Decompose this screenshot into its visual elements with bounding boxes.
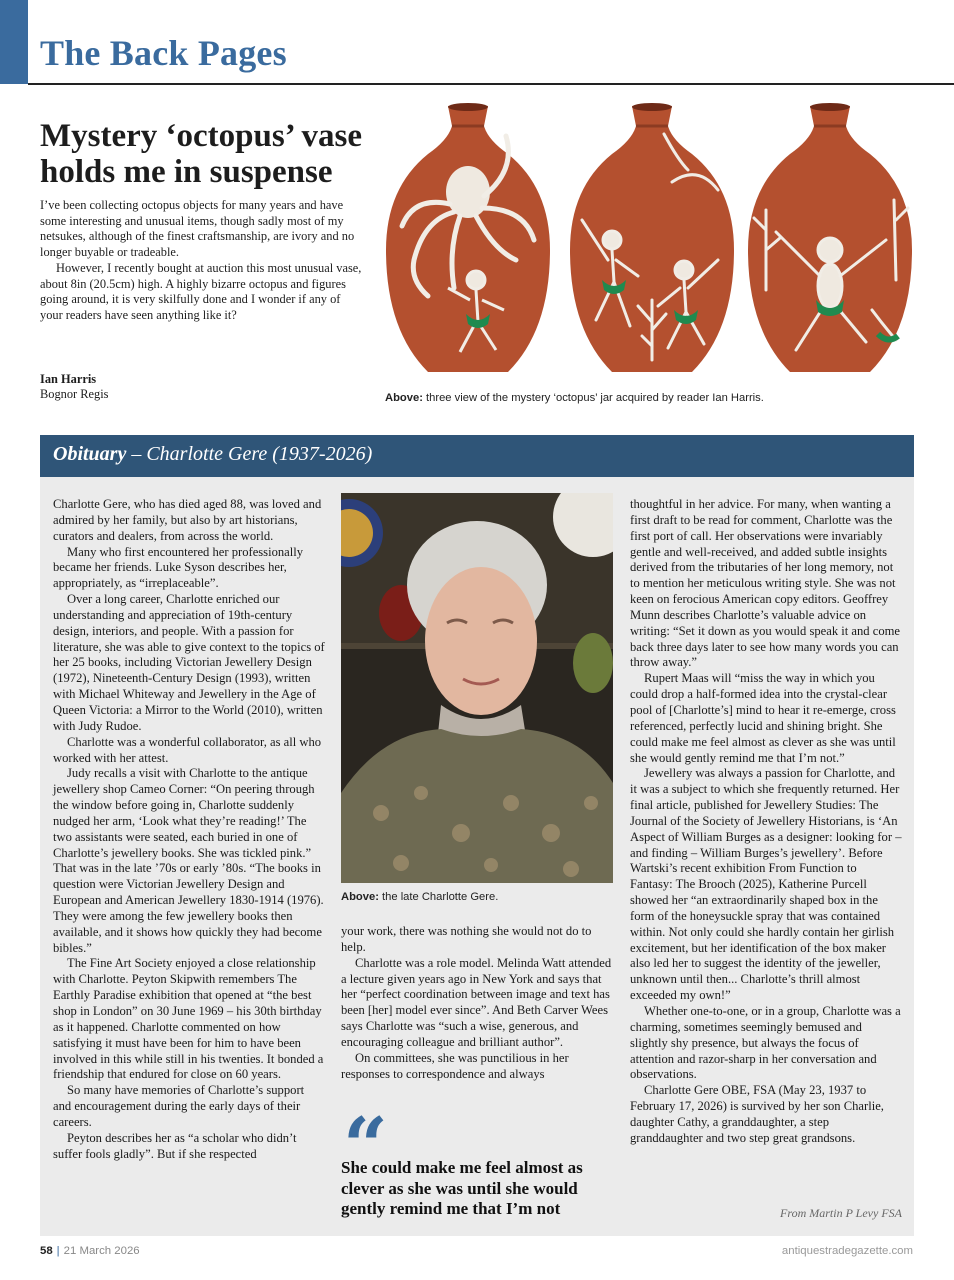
obituary-paragraph: Over a long career, Charlotte enriched our understanding and appreciation of 19th-century design, interiors, and people. With a passion for literature, she was able to give context to the topics of her 25 books, including Victorian Jewellery Design (1972), Nineteenth-Century Design (1993), written with Michael Whiteway and Jewellery in the Age of Queen Victoria: a Mirror to the World (2010), written with Judy Rudoe. xyxy=(53,592,325,733)
obituary-column-3 xyxy=(630,497,902,1147)
obituary-banner-label: Obituary xyxy=(53,443,127,465)
section-title: The Back Pages xyxy=(40,33,287,73)
obituary-paragraph: Charlotte Gere, who has died aged 88, was loved and admired by her family, but also by art historians, curators and dealers, from across the world. xyxy=(53,497,322,543)
letter-town: Bognor Regis xyxy=(40,387,109,401)
vase-photo-view-3 xyxy=(746,100,914,382)
obituary-paragraph: thoughtful in her advice. For many, when wanting a first draft to be read for comment, Charlotte was the first port of call. Her observations were invariably gentle and well-received, and added subtle insights derived from the tributaries of her long memory, not to mention her meticulous writing style. She was not keen on ferocious American copy editors. Geoffrey Munn describes Charlotte’s valuable advice on writing: “Set it down as you would speak it and come back three days later to see how many words you can throw away.” xyxy=(630,497,901,670)
quote-mark-icon: “ xyxy=(343,1101,388,1192)
portrait-photo xyxy=(341,493,613,883)
letter-headline-line2: holds me in suspense xyxy=(40,154,333,190)
letter-author: Ian Harris xyxy=(40,372,97,386)
obituary-paragraph: So many have memories of Charlotte’s support and encouragement during the early days of their careers. xyxy=(53,1083,305,1129)
vase-caption-label: Above: xyxy=(385,392,423,404)
obituary-paragraph: Whether one-to-one, or in a group, Charlotte was a charming, sometimes seemingly bemused and slightly shy presence, but always the focus of attention and razor-sharp in her conversation and observations. xyxy=(630,1004,901,1082)
header-divider xyxy=(28,83,954,85)
obituary-paragraph: Judy recalls a visit with Charlotte to the antique jewellery shop Cameo Corner: “On peering through the window before going in, Charlotte suddenly nudged her arm, ‘Look what they’re reading!’ The two assistants were seated, each buried in one of Charlotte’s jewellery books. She was tickled pink.” That was in the late ’70s or early ’80s. “The books in question were Victorian Jewellery Design and European and American Jewellery 1830-1914 (1976). They were among the few jewellery books then available, and it shows how quickly they had become bibles.” xyxy=(53,766,324,955)
vase-photo-view-1 xyxy=(384,100,552,382)
obituary-column-2 xyxy=(341,924,613,1082)
letter-headline-line1: Mystery ‘octopus’ vase xyxy=(40,118,362,154)
obituary-paragraph: Jewellery was always a passion for Charlotte, and it was a subject to which she frequently returned. Her final article, published for Jewellery Studies: The Journal of the Society of Jewellery Historians, is ‘An Aspect of William Burges as a designer: looking for – and finding – William Burges’s jewellery’. Before Wartski’s recent exhibition From Function to Fantasy: The Brooch (2025), Katherine Purcell showed her “an extraordinarily shaped box in the form of the honeysuckle spray that was contained within. Not only could she hardly contain her girlish excitement, but her identification of the box maker also led her to suggest the identity of the jeweller, unknown until then... Charlotte’s thrill almost exceeded my own!” xyxy=(630,766,902,1003)
website-url: antiquestradegazette.com xyxy=(781,1245,913,1257)
letter-headline xyxy=(40,118,380,190)
vase-caption-text: three view of the mystery ‘octopus’ jar acquired by reader Ian Harris. xyxy=(422,392,764,404)
obituary-paragraph: Charlotte was a role model. Melinda Watt attended a lecture given years ago in New York and says that her “perfect coordination between image and text has been [her] model ever since”. And Beth Carver Wees says Charlotte was “such a wise, generous, and encouraging colleague and brilliant author”. xyxy=(341,955,612,1049)
obituary-paragraph: Charlotte was a wonderful collaborator, as all who worked with her attest. xyxy=(53,734,322,765)
letter-body xyxy=(40,198,362,324)
portrait-caption-text: the late Charlotte Gere. xyxy=(378,891,499,903)
section-tab-marker xyxy=(0,0,28,84)
obituary-byline: From Martin P Levy FSA xyxy=(780,1206,902,1220)
obituary-paragraph: Peyton describes her as “a scholar who didn’t suffer fools gladly”. But if she respected xyxy=(53,1130,297,1161)
portrait-caption xyxy=(341,891,498,903)
obituary-paragraph: your work, there was nothing she would not do to help. xyxy=(341,924,592,954)
vase-caption xyxy=(385,392,764,404)
portrait-caption-label: Above: xyxy=(341,891,379,903)
obituary-paragraph: Rupert Maas will “miss the way in which you could drop a half-formed idea into the crystal-clear pool of [Charlotte’s] mind to hear it re-emerge, cross referenced, perfectly lucid and shining bright. She could make me feel almost as clever as she was until she would gently remind me that I’m not.” xyxy=(630,671,896,765)
letter-paragraph: However, I recently bought at auction this most unusual vase, about 8in (20.5cm) high. A highly bizarre octopus and figures going around, it is very skilfully done and I wonder if any of your readers have seen anything like it? xyxy=(40,260,362,322)
pull-quote: She could make me feel almost as clever as she was until she would gently remind me that I’m not xyxy=(341,1158,583,1218)
obituary-paragraph: The Fine Art Society enjoyed a close relationship with Charlotte. Peyton Skipwith remembers The Earthly Paradise exhibition that opened at “the best shop in London” on 30 June 1969 – his 30th birthday as it happened. Charlotte commented on how satisfying it must have been for him to have been involved in this while still in his twenties. It bonded a friendship that endured for close on 60 years. xyxy=(53,956,324,1082)
obituary-paragraph: On committees, she was punctilious in her responses to correspondence and always xyxy=(341,1050,569,1081)
page-number: 58 xyxy=(40,1245,53,1257)
obituary-paragraph: Charlotte Gere OBE, FSA (May 23, 1937 to February 17, 2026) is survived by her son Charlie, daughter Cathy, a granddaughter, a step granddaughter and two step great grandsons. xyxy=(630,1083,884,1145)
issue-date: 21 March 2026 xyxy=(63,1245,140,1257)
obituary-banner-title: – Charlotte Gere (1937-2026) xyxy=(126,443,373,465)
vase-photo-view-2 xyxy=(568,100,736,382)
page-folio xyxy=(40,1245,140,1257)
obituary-paragraph: Many who first encountered her professionally became her friends. Luke Syson describes her, appropriately, as “irreplaceable”. xyxy=(53,544,304,591)
letter-paragraph: I’ve been collecting octopus objects for many years and have some interesting and unusual items, though sadly most of my netsukes, although of the finest craftsmanship, are ivory and no longer buyable or tradeable. xyxy=(40,198,355,260)
folio-separator: | xyxy=(56,1245,60,1257)
obituary-banner xyxy=(40,435,914,477)
obituary-column-1 xyxy=(53,497,325,1162)
